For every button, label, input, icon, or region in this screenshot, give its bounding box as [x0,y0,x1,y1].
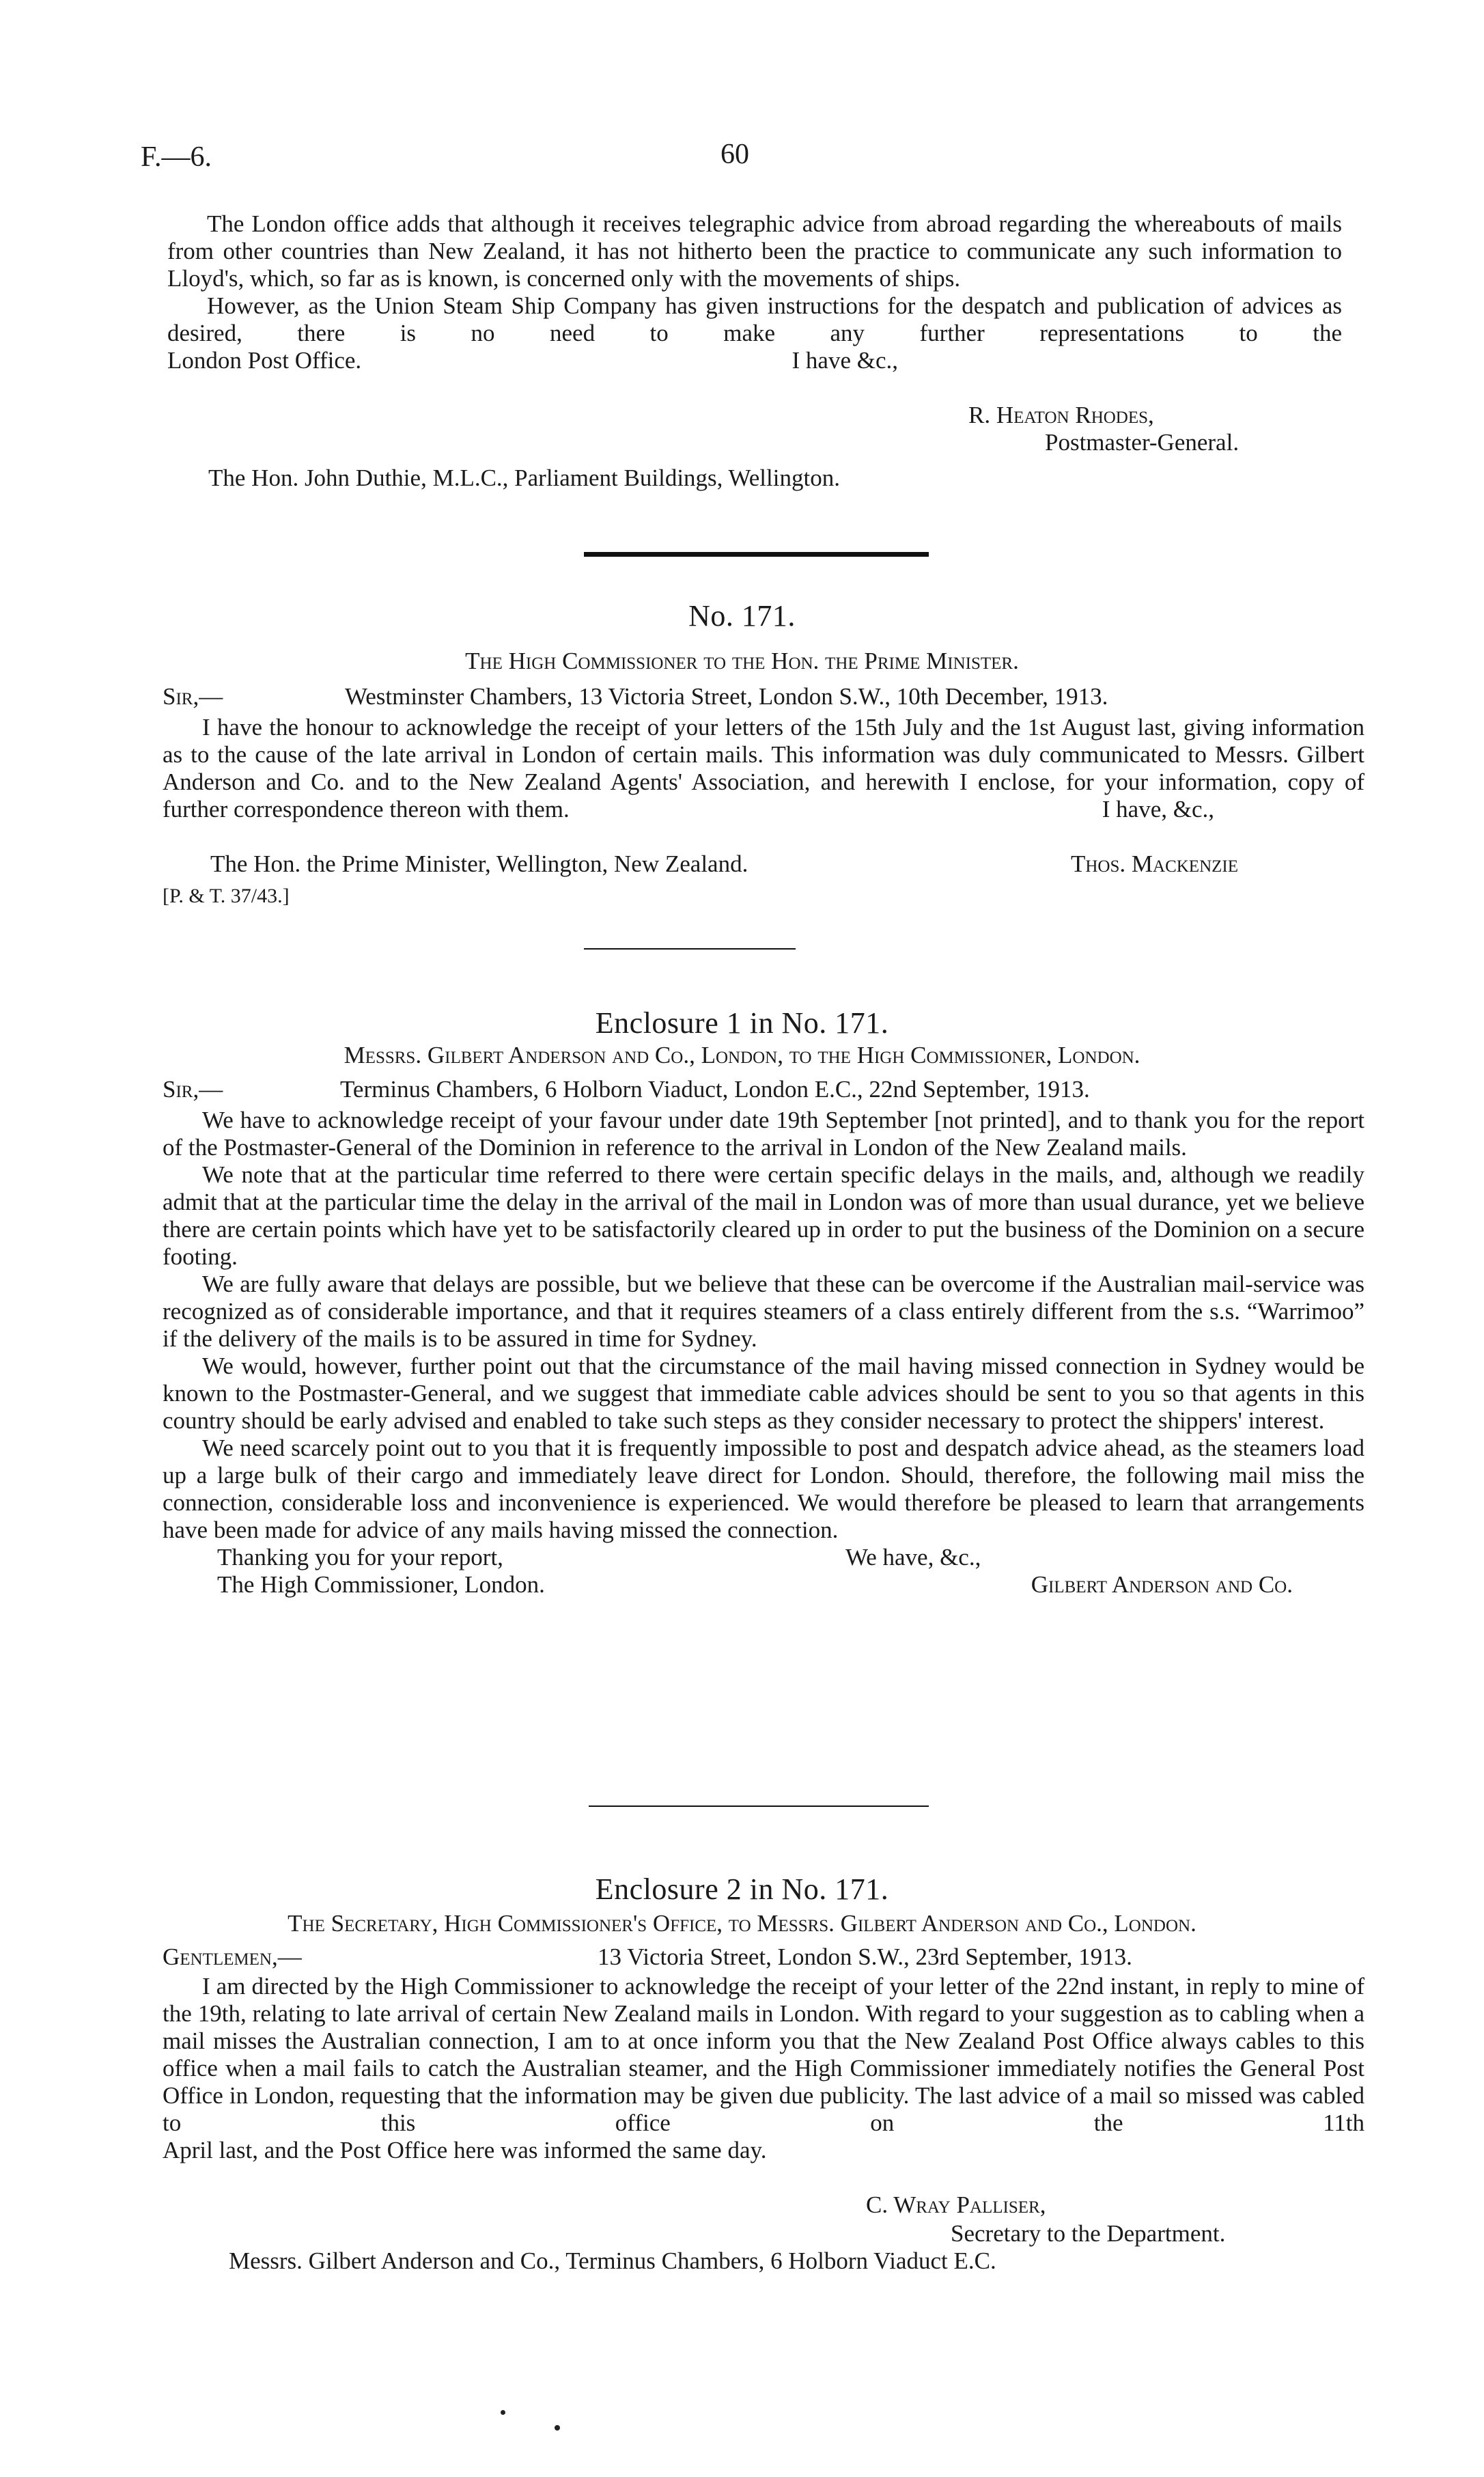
enclosure2-addressee: Messrs. Gilbert Anderson and Co., Terminus Chambers, 6 Holborn Viaduct E.C. [229,2247,996,2274]
enclosure1-paragraph-3: We are fully aware that delays are possible, but we believe that these can be overcome if the Australian mail-service was recognized as of considerable importance, and that it requires steamers of a class entirely different from the s.s. “Warrimoo” if the delivery of the mails is to be assured in time for Sydney. [163,1271,1364,1352]
enclosure1-signature: Gilbert Anderson and Co. [1031,1571,1293,1598]
letter171-heading: No. 171. [688,599,796,633]
document-reference: F.—6. [141,141,212,173]
letter171-last-line: further correspondence thereon with them. [163,796,570,822]
enclosure1-body-block [163,1107,1364,1599]
letter171-body: I have the honour to acknowledge the receipt of your letters of the 15th July and the 1st August last, giving information as to the cause of the late arrival in London of certain mails. This information was duly communicated to Messrs. Gilbert Anderson and Co. and to the New Zealand Agents' Association, and herewith I enclose, for your information, copy of [163,714,1364,795]
section-divider-1 [584,552,929,557]
scan-speck [555,2425,560,2431]
enclosure1-address: Terminus Chambers, 6 Holborn Viaduct, London E.C., 22nd September, 1913. [340,1076,1090,1103]
enclosure1-paragraph-5: We need scarcely point out to you that it is frequently impossible to post and despatch advice ahead, as the steamers load up a large bulk of their cargo and immediately leave direct for London. Should, therefore, the following mail miss the connection, considerable loss and inconvenience is experienced. We would therefore be pleased to learn that arrangements have been made for advice of any mails having missed the connection. [163,1435,1364,1543]
top-section [167,210,1342,374]
letter171-salutation: Sir,— [163,683,223,710]
letter171-body-block [163,714,1364,823]
enclosure1-paragraph-4: We would, however, further point out that the circumstance of the mail having missed connection in Sydney would be known to the Postmaster-General, and we suggest that immediate cable advices should be sent to you so that agents in this country should be early advised and enabled to take such steps as they consider necessary to protect the shippers' interest. [163,1353,1364,1434]
top-paragraph-1: The London office adds that although it receives telegraphic advice from abroad regarding the whereabouts of mails from other countries than New Zealand, it has not hitherto been the practice to communicate any such information to Lloyd's, which, so far as is known, is concerned only with the movements of ships. [167,210,1342,292]
enclosure1-salutation: Sir,— [163,1076,223,1103]
enclosure2-last-line: April last, and the Post Office here was informed the same day. [163,2137,767,2163]
enclosure1-closing: We have, &c., [845,1544,981,1570]
enclosure2-heading: Enclosure 2 in No. 171. [595,1872,889,1906]
enclosure2-salutation: Gentlemen,— [163,1943,302,1970]
enclosure2-address: 13 Victoria Street, London S.W., 23rd September, 1913. [598,1943,1132,1970]
enclosure1-subheading: Messrs. Gilbert Anderson and Co., London, to the High Commissioner, London. [344,1042,1140,1068]
letter171-file-ref: [P. & T. 37/43.] [163,885,290,907]
section-divider-2 [584,948,796,950]
enclosure1-paragraph-2: We note that at the particular time referred to there were certain specific delays in the mails, and, although we readily admit that at the particular time the delay in the arrival of the mail in London was of more than usual durance, yet we believe there are certain points which have yet to be satisfactorily cleared up in order to put the business of the Dominion on a secure footing. [163,1161,1364,1270]
top-signature-name: R. Heaton Rhodes, [968,402,1154,428]
enclosure2-signature-name: C. Wray Palliser, [866,2191,1046,2218]
top-closing: I have &c., [792,347,898,374]
top-signature-title: Postmaster-General. [1045,429,1240,456]
top-paragraph-2: However, as the Union Steam Ship Company has given instructions for the despatch and publication of advices as desired, there is no need to make any further representations to the [167,292,1342,346]
enclosure1-heading: Enclosure 1 in No. 171. [595,1006,889,1040]
enclosure2-body-block [163,1973,1364,2164]
letter171-closing: I have, &c., [1102,796,1214,822]
enclosure2-body: I am directed by the High Commissioner to acknowledge the receipt of your letter of the 22nd instant, in reply to mine of the 19th, relating to late arrival of certain New Zealand mails in London. With regard to your suggestion as to cabling when a mail misses the Australian connection, I am to at once inform you that the New Zealand Post Office always cables to this office when a mail fails to catch the Australian steamer, and the High Commissioner immediately notifies the General Post Office in London, requesting that the information may be given due publicity. The last advice of a mail so missed was cabled to this office on the 11th [163,1973,1364,2136]
letter171-addressee: The Hon. the Prime Minister, Wellington, New Zealand. [210,850,748,877]
page-number: 60 [720,139,749,170]
enclosure2-signature-title: Secretary to the Department. [951,2220,1226,2247]
enclosure1-thanking: Thanking you for your report, [217,1544,503,1570]
enclosure1-addressee: The High Commissioner, London. [217,1571,545,1598]
letter171-subheading: The High Commissioner to the Hon. the Prime Minister. [465,648,1019,674]
letter171-address: Westminster Chambers, 13 Victoria Street, London S.W., 10th December, 1913. [345,683,1108,710]
letter171-signature: Thos. Mackenzie [1071,850,1238,877]
scan-speck [501,2410,505,2415]
enclosure2-subheading: The Secretary, High Commissioner's Office, to Messrs. Gilbert Anderson and Co., London. [288,1910,1196,1937]
section-divider-3 [589,1805,929,1807]
top-last-line: London Post Office. [167,347,362,374]
top-addressee: The Hon. John Duthie, M.L.C., Parliament Buildings, Wellington. [208,465,840,491]
enclosure1-paragraph-1: We have to acknowledge receipt of your favour under date 19th September [not printed], and to thank you for the report of the Postmaster-General of the Dominion in reference to the arrival in London of the New Zealand mails. [163,1107,1364,1161]
